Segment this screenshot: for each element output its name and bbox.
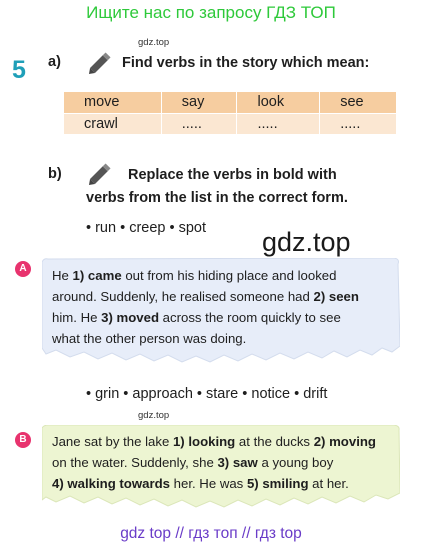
bold-verb: 3) moved [101, 310, 160, 325]
table-row [64, 113, 396, 134]
story-a-line [52, 307, 390, 328]
badge-a: A [15, 261, 31, 277]
bold-verb: 4) walking towards [52, 476, 170, 491]
story-a-line [52, 328, 390, 349]
bold-verb: 3) saw [217, 455, 258, 470]
story-text-segment: at the ducks [235, 434, 314, 449]
pencil-icon [86, 158, 116, 188]
table-header-row [64, 92, 396, 113]
watermark-small-bottom: gdz.top [138, 410, 170, 421]
bold-verb: 1) looking [172, 434, 236, 449]
bold-verb: 2) seen [313, 289, 359, 304]
bold-verb: 2) moving [313, 434, 376, 449]
story-b-line [52, 431, 390, 452]
footer-banner: gdz top // гдз топ // гдз top [120, 525, 302, 542]
story-text-segment: Jane sat by the lake [52, 434, 173, 449]
watermark-small-top: gdz.top [138, 37, 170, 48]
story-b-line [52, 473, 390, 494]
part-b-instruction-line1: Replace the verbs in bold with [128, 167, 337, 183]
story-text-segment: on the water. Suddenly, she [52, 455, 218, 470]
story-text-segment: He [52, 268, 73, 283]
bold-verb: 5) smiling [246, 476, 309, 491]
badge-b: B [15, 432, 31, 448]
story-b-line [52, 452, 390, 473]
part-a-instruction: Find verbs in the story which mean: [122, 55, 370, 71]
story-a-line [52, 265, 390, 286]
story-text-segment: her. He was [169, 476, 247, 491]
exercise-number: 5 [12, 56, 26, 84]
table-cell: crawl [64, 113, 161, 134]
part-b-instruction-line2: verbs from the list in the correct form. [86, 190, 348, 206]
story-text-segment: what the other person was doing. [52, 331, 247, 346]
verbs-table [64, 92, 396, 134]
header-banner: Ищите нас по запросу ГДЗ ТОП [86, 3, 336, 22]
part-b-label: b) [48, 166, 62, 182]
word-list-2: • grin • approach • stare • notice • drift [86, 386, 328, 402]
story-text-segment: around. Suddenly, he realised someone had [52, 289, 314, 304]
table-header-cell: move [64, 92, 161, 113]
table-cell: ..... [320, 113, 396, 134]
story-card-b [42, 425, 400, 509]
story-text-segment: him. He [52, 310, 102, 325]
story-text-segment: out from his hiding place and looked [121, 268, 337, 283]
bold-verb: 1) came [72, 268, 122, 283]
table-header-cell: see [320, 92, 396, 113]
part-a-label: a) [48, 54, 61, 70]
story-card-a [42, 258, 400, 364]
story-text-segment: a young boy [257, 455, 334, 470]
watermark-big: gdz.top [262, 227, 351, 257]
story-text-segment: at her. [308, 476, 349, 491]
word-list-1: • run • creep • spot [86, 220, 207, 236]
table-cell: ..... [161, 113, 237, 134]
story-a-line [52, 286, 390, 307]
pencil-icon [86, 47, 116, 77]
table-header-cell: look [237, 92, 320, 113]
table-cell: ..... [237, 113, 320, 134]
story-text-segment: across the room quickly to see [159, 310, 341, 325]
story-text-b [52, 431, 390, 494]
table-header-cell: say [161, 92, 237, 113]
story-text-a [52, 265, 390, 349]
